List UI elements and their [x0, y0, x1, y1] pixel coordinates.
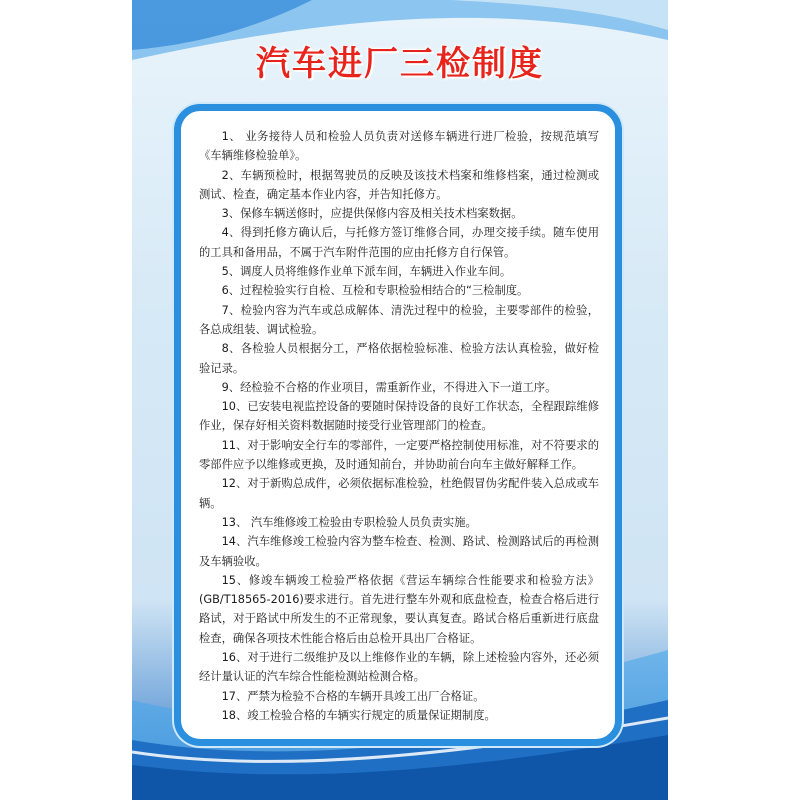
list-item: 7、检验内容为汽车或总成解体、清洗过程中的检验，主要零部件的检验，各总成组装、调试检验。 [199, 303, 599, 336]
list-item: 11、对于影响安全行车的零部件，一定要严格控制使用标准，对不符要求的零部件应予以维修或更换，及时通知前台，并协助前台向车主做好解释工作。 [199, 438, 599, 472]
regulation-list [199, 127, 599, 725]
list-item: 15、修竣车辆竣工检验严格依据《营运车辆综合性能要求和检验方法》(GB/T18565-2016)要求进行。首先进行整车外观和底盘检查，检查合格后进行路试，对于路试中所发生的不正常现象，要认真复查。路试合格后重新进行底盘检查，确保各项技术性能合格后由总检开具出厂合格证。 [199, 573, 599, 645]
list-item: 2、车辆预检时，根据驾驶员的反映及该技术档案和维修档案，通过检测或测试、检查，确定基本作业内容，并告知托修方。 [199, 168, 599, 201]
list-item: 3、保修车辆送修时，应提供保修内容及相关技术档案数据。 [221, 207, 523, 221]
list-item: 14、汽车维修竣工检验内容为整车检查、检测、路试、检测路试后的再检测及车辆验收。 [199, 535, 599, 568]
list-item: 8、各检验人员根据分工，严格依据检验标准、检验方法认真检验，做好检验记录。 [199, 342, 599, 375]
list-item: 1、 业务接待人员和检验人员负责对送修车辆进行进厂检验，按规范填写《车辆维修检验单》。 [199, 130, 599, 163]
list-item: 16、对于进行二级维护及以上维修作业的车辆，除上述检验内容外，还必须经计量认证的汽车综合性能检测站检测合格。 [199, 651, 599, 684]
list-item: 6、过程检验实行自检、互检和专职检验相结合的“三检制度。 [221, 284, 529, 298]
list-item: 9、经检验不合格的作业项目，需重新作业，不得进入下一道工序。 [221, 380, 557, 394]
poster-board [132, 0, 668, 800]
list-item: 13、 汽车维修竣工检验由专职检验人员负责实施。 [221, 515, 477, 529]
page-title: 汽车进厂三检制度 [256, 44, 544, 84]
list-item: 18、竣工检验合格的车辆实行规定的质量保证期制度。 [221, 708, 496, 722]
list-item: 12、对于新购总成件，必须依据标准检验，杜绝假冒伪劣配件装入总成或车辆。 [199, 477, 599, 510]
list-item: 4、得到托修方确认后，与托修方签订维修合同，办理交接手续。随车使用的工具和备用品，不属于汽车附件范围的应由托修方自行保管。 [199, 226, 599, 259]
list-item: 17、严禁为检验不合格的车辆开具竣工出厂合格证。 [221, 689, 485, 703]
list-item: 5、调度人员将维修作业单下派车间，车辆进入作业车间。 [221, 265, 512, 279]
list-item: 10、已安装电视监控设备的要随时保持设备的良好工作状态，全程跟踪维修作业，保存好相关资料数据随时接受行业管理部门的检查。 [199, 400, 599, 433]
content-panel [174, 104, 622, 746]
